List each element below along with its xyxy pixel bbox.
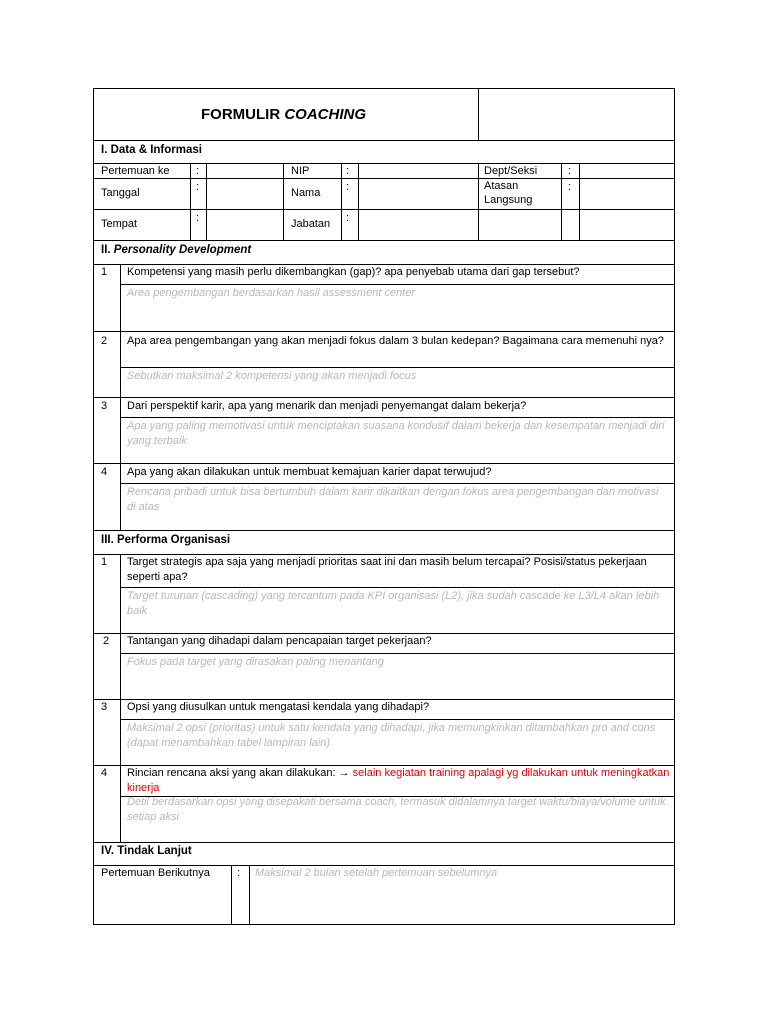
item-number: 2: [101, 335, 108, 347]
answer-field[interactable]: [121, 654, 674, 699]
colon: :: [568, 181, 572, 193]
label-pertemuan-berikutnya: Pertemuan Berikutnya: [101, 867, 210, 879]
title-divider: [478, 89, 479, 140]
rule: [94, 140, 674, 141]
answer-field[interactable]: [121, 285, 674, 331]
colon: :: [346, 181, 350, 193]
rule: [94, 240, 674, 241]
grid-line: [341, 163, 342, 240]
colon: :: [196, 181, 200, 193]
question-text: Kompetensi yang masih perlu dikembangkan (gap)? apa penyebab utama dari gap tersebut?: [127, 266, 580, 278]
pertemuan-ke-field[interactable]: [207, 164, 282, 178]
item-number: 3: [101, 701, 108, 713]
label-tempat: Tempat: [101, 218, 138, 230]
item-number: 4: [101, 767, 108, 779]
answer-hint: Sebutkan maksimal 2 kompetensi yang akan menjadi focus: [127, 370, 417, 382]
rule: [94, 397, 674, 398]
grid-line: [231, 865, 232, 924]
label-dept-seksi: Dept/Seksi: [484, 165, 538, 177]
label-nama: Nama: [291, 187, 321, 199]
nip-field[interactable]: [359, 164, 477, 178]
question-text: Apa yang akan dilakukan untuk membuat kemajuan karier dapat terwujud?: [127, 466, 492, 478]
form-title: FORMULIR COACHING: [201, 106, 366, 123]
section-tindak-lanjut: IV. Tindak Lanjut: [101, 845, 192, 857]
colon: :: [196, 165, 200, 177]
pertemuan-berikutnya-field[interactable]: [250, 866, 674, 924]
arrow-right-icon: →: [338, 767, 350, 779]
item-number: 4: [101, 466, 108, 478]
question-text: Target strategis apa saja yang menjadi prioritas saat ini dan masih belum tercapai? Posisi/status pekerjaan seperti apa?: [127, 556, 647, 583]
item-number: 3: [101, 400, 108, 412]
question-text: Apa area pengembangan yang akan menjadi fokus dalam 3 bulan kedepan? Bagaimana cara memenuhi nya?: [127, 335, 664, 347]
answer-hint: Area pengembangan berdasarkan hasil assessment center: [127, 287, 416, 299]
question-text: Opsi yang diusulkan untuk mengatasi kendala yang dihadapi?: [127, 701, 430, 713]
label-nip: NIP: [291, 165, 310, 177]
rule: [94, 331, 674, 332]
question-text: Dari perspektif karir, apa yang menarik dan menjadi penyemangat dalam bekerja?: [127, 400, 527, 412]
item-number: 1: [101, 266, 108, 278]
grid-line: [283, 163, 284, 240]
jabatan-field[interactable]: [359, 210, 477, 240]
rule: [94, 530, 674, 531]
grid-line: [561, 163, 562, 240]
section-data-informasi: I. Data & Informasi: [101, 144, 202, 156]
colon: :: [237, 867, 241, 879]
answer-field[interactable]: [121, 588, 674, 633]
empty-field[interactable]: [580, 210, 674, 240]
atasan-langsung-field[interactable]: [580, 179, 674, 209]
item-number: 1: [101, 556, 108, 568]
colon: :: [196, 212, 200, 224]
answer-hint: Fokus pada target yang dirasakan paling menantang: [127, 656, 384, 668]
dept-seksi-field[interactable]: [580, 164, 674, 178]
colon: :: [568, 165, 572, 177]
question-text: Tantangan yang dihadapi dalam pencapaian target pekerjaan?: [127, 635, 432, 647]
answer-field[interactable]: [121, 720, 674, 765]
answer-field[interactable]: [121, 797, 674, 842]
answer-hint: Maksimal 2 bulan setelah pertemuan sebelumnya: [255, 867, 498, 879]
label-pertemuan-ke: Pertemuan ke: [101, 165, 170, 177]
red-note: selain kegiatan training apalagi yg dilakukan untuk meningkatkan kinerja: [127, 767, 670, 794]
empty-field[interactable]: [479, 210, 561, 240]
answer-field[interactable]: [121, 484, 674, 530]
answer-hint: Detil berdasarkan opsi yang disepakati bersama coach, termasuk didalamnya target waktu/biaya/volume untuk setiap aksi: [127, 796, 666, 823]
answer-hint: Rencana pribadi untuk bisa bertumbuh dalam karir dikaitkan dengan fokus area pengembangan dan motivasi di atas: [127, 486, 659, 513]
rule: [94, 463, 674, 464]
colon: :: [346, 212, 350, 224]
tanggal-field[interactable]: [207, 179, 282, 209]
section-performa-organisasi: III. Performa Organisasi: [101, 534, 231, 546]
tempat-field[interactable]: [207, 210, 282, 240]
colon: :: [346, 165, 350, 177]
label-langsung: Langsung: [484, 194, 533, 206]
rule: [94, 842, 674, 843]
answer-field[interactable]: [121, 418, 674, 463]
grid-line: [190, 163, 191, 240]
answer-hint: Target turunan (cascading) yang tercantum pada KPI organisasi (L2), jika sudah cascade ke L3/L4 akan lebih baik: [127, 590, 660, 617]
answer-field[interactable]: [121, 368, 674, 397]
label-jabatan: Jabatan: [291, 218, 331, 230]
answer-hint: Apa yang paling memotivasi untuk menciptakan suasana kondusif dalam bekerja dan kesempatan menjadi diri yang terbaik: [127, 420, 665, 447]
label-tanggal: Tanggal: [101, 187, 140, 199]
item-number: 2: [103, 635, 110, 647]
nama-field[interactable]: [359, 179, 477, 209]
section-personality-development: II. Personality Development: [101, 244, 252, 256]
question-text: Rincian rencana aksi yang akan dilakukan: → selain kegiatan training apalagi yg dilakukan untuk meningkatkan kinerja: [127, 767, 670, 794]
label-atasan: Atasan: [484, 180, 519, 192]
answer-hint: Maksimal 2 opsi (prioritas) untuk satu kendala yang dihadapi, jika memungkinkan ditambahkan pro and cons (dapat menambahkan tabel lampiran lain): [127, 722, 656, 749]
coaching-form: [93, 88, 675, 925]
